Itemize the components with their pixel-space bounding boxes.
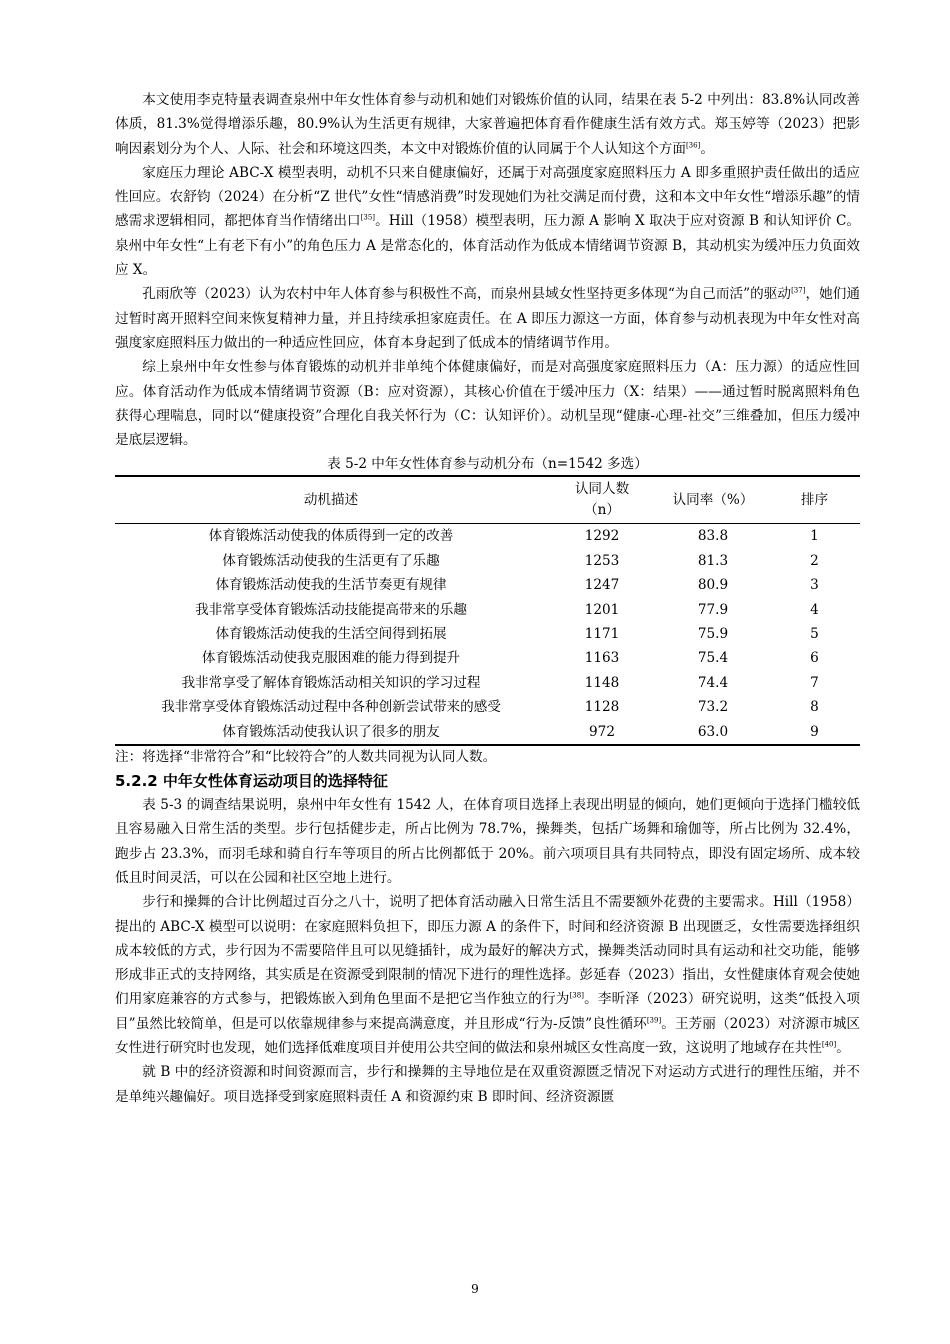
table-row: [115, 671, 860, 695]
cell-description: 我非常享受了解体育锻炼活动相关知识的学习过程: [181, 674, 481, 691]
paragraph: [115, 793, 860, 890]
paragraph-text: 家庭压力理论 ABC-X 模型表明，动机不只来自健康偏好，还属于对高强度家庭照料压力 A 即多重照护责任做出的适应性回应。农舒钧（2024）在分析“Z 世代”女性“情感消费”时发现她们为社交满足而付费，这和本文中年女性“增添乐趣”的情感需求逻辑相同，都把体育当作情绪出口: [115, 164, 860, 230]
paragraph-text: 本文使用李克特量表调查泉州中年女性体育参与动机和她们对锻炼价值的认同，结果在表 5-2 中列出：83.8%认同改善体质，81.3%觉得增添乐趣，80.9%认为生活更有规律，大家普遍把体育看作健康生活有效方式。郑玉婷等（2023）把影响因素划分为个人、人际、社会和环境这四类，本文中对锻炼价值的认同属于个人认知这个方面: [115, 92, 860, 157]
cell-rate: 75.9: [697, 626, 729, 643]
cell-count: 1128: [584, 699, 620, 716]
paragraph: [115, 282, 860, 355]
motivation-table: [115, 475, 860, 746]
page-body: [115, 88, 860, 1109]
paragraph-text: 。: [700, 140, 714, 157]
paragraph-text: 。Hill（1958）模型表明，压力源 A 影响 X 取决于应对资源 B 和认知评价 C。泉州中年女性“上有老下有小”的角色压力 A 是常态化的，体育活动作为低成本情绪调节资源 B，其动机实为缓冲压力负面效应 X。: [115, 213, 861, 279]
cell-rate: 74.4: [697, 674, 729, 691]
table-row: [115, 622, 860, 646]
cell-rank: 8: [810, 699, 819, 716]
paragraph: [115, 1060, 860, 1109]
cell-description: 体育锻炼活动使我的生活更有了乐趣: [222, 552, 440, 569]
cell-count: 1163: [584, 650, 620, 667]
paragraph-text: 步行和操舞的合计比例超过百分之八十，说明了把体育活动融入日常生活且不需要额外花费的主要需求。Hill（1958）提出的 ABC-X 模型可以说明：在家庭照料负担下，即压力源 A 的条件下，时间和经济资源 B 出现匮乏，女性需要选择组织成本较低的方式，步行因为不需要陪伴且可以见缝插针，成为最好的解决方式，操舞类活动同时具有运动和社交功能，能够形成非正式的支持网络，其实质是在资源受到限制的情况下进行的理性选择。彭延春（2023）指出，女性健康体育观会使她们用家庭兼容的方式参与，把锻炼嵌入到角色里面不是把它当作独立的行为: [115, 894, 860, 1008]
table-row: [115, 524, 860, 549]
cell-description: 体育锻炼活动使我的体质得到一定的改善: [208, 528, 454, 545]
cell-rate: 83.8: [697, 528, 729, 545]
table-caption: 表 5-2 中年女性体育参与动机分布（n=1542 多选）: [327, 456, 648, 473]
table-header-row: [115, 476, 860, 524]
table-row: [115, 598, 860, 622]
cell-rank: 3: [810, 577, 819, 594]
cell-rank: 1: [810, 528, 819, 545]
cell-rate: 73.2: [697, 699, 729, 716]
cell-rank: 6: [810, 650, 819, 667]
cell-rank: 2: [810, 552, 819, 569]
citation: [40]: [821, 1040, 837, 1049]
cell-count: 972: [589, 723, 615, 740]
header-count-line2: （n）: [584, 502, 620, 519]
paragraph-text: 孔雨欣等（2023）认为农村中年人体育参与积极性不高，而泉州县域女性坚持更多体现“为自己而活”的驱动: [142, 286, 792, 303]
citation: [37]: [791, 286, 806, 295]
cell-count: 1171: [584, 626, 620, 643]
paragraph: [115, 355, 860, 452]
cell-count: 1253: [584, 552, 620, 569]
cell-count: 1292: [584, 528, 620, 545]
section-heading: 5.2.2 中年女性体育运动项目的选择特征: [115, 772, 388, 791]
table-row: [115, 720, 860, 745]
table-row: [115, 695, 860, 719]
cell-description: 我非常享受体育锻炼活动技能提高带来的乐趣: [195, 601, 467, 618]
cell-description: 体育锻炼活动使我的生活空间得到拓展: [215, 626, 447, 643]
cell-rate: 81.3: [697, 552, 729, 569]
cell-description: 体育锻炼活动使我的生活节奏更有规律: [215, 577, 447, 594]
cell-rate: 80.9: [697, 577, 729, 594]
cell-rank: 5: [810, 626, 819, 643]
cell-description: 我非常享受体育锻炼活动过程中各种创新尝试带来的感受: [161, 699, 501, 716]
table-row: [115, 573, 860, 597]
paragraph-text: 。李昕泽（2023）研究说明，这类“低投入项目”虽然比较简单，但是可以依靠规律参与来提高满意度，并且形成“行为-反馈”良性循环: [115, 991, 861, 1032]
header-count-line1: 认同人数: [574, 481, 630, 498]
paragraph-text: 表 5-3 的调查结果说明，泉州中年女性有 1542 人，在体育项目选择上表现出明显的倾向，她们更倾向于选择门槛较低且容易融入日常生活的类型。步行包括健步走，所占比例为 78.7%，操舞类，包括广场舞和瑜伽等，所占比例为 32.4%，跑步占 23.3%，而羽毛球和骑自行车等项目的所占比例都低于 20%。前六项项目具有共同特点，即没有固定场所、成本较低且时间灵活，可以在公园和社区空地上进行。: [115, 797, 860, 886]
cell-rate: 77.9: [697, 601, 729, 618]
table-note: 注：将选择“非常符合”和“比较符合”的人数共同视为认同人数。: [115, 749, 497, 766]
cell-rank: 4: [810, 601, 819, 618]
cell-description: 体育锻炼活动使我认识了很多的朋友: [222, 723, 440, 740]
paragraph-text: 综上泉州中年女性参与体育锻炼的动机并非单纯个体健康偏好，而是对高强度家庭照料压力（A：压力源）的适应性回应。体育活动作为低成本情绪调节资源（B：应对资源），其核心价值在于缓冲压力（X：结果）——通过暂时脱离照料角色获得心理喘息，同时以“健康投资”合理化自我关怀行为（C：认知评价）。动机呈现“健康-心理-社交”三维叠加，但压力缓冲是底层逻辑。: [115, 359, 860, 449]
citation: [38]: [569, 991, 584, 1000]
header-count: [547, 476, 657, 524]
cell-count: 1148: [584, 674, 620, 691]
citation: [39]: [646, 1016, 662, 1025]
cell-rate: 75.4: [697, 650, 729, 667]
cell-rate: 63.0: [697, 723, 729, 740]
header-rank: 排序: [800, 491, 829, 508]
paragraph-text: 。: [836, 1040, 850, 1057]
table-row: [115, 549, 860, 573]
citation: [35]: [360, 213, 376, 222]
cell-rank: 7: [810, 674, 819, 691]
header-rate: 认同率（%）: [672, 491, 754, 508]
citation: [36]: [685, 141, 701, 150]
cell-count: 1247: [584, 577, 620, 594]
header-description: 动机描述: [303, 491, 359, 508]
paragraph: [115, 88, 860, 161]
cell-rank: 9: [810, 723, 819, 740]
paragraph-text: 就 B 中的经济资源和时间资源而言，步行和操舞的主导地位是在双重资源匮乏情况下对运动方式进行的理性压缩，并不是单纯兴趣偏好。项目选择受到家庭照料责任 A 和资源约束 B 即时间、经济资源匮: [115, 1064, 860, 1105]
table-row: [115, 646, 860, 670]
cell-description: 体育锻炼活动使我克服困难的能力得到提升: [201, 650, 461, 667]
paragraph: [115, 161, 860, 282]
cell-count: 1201: [584, 601, 620, 618]
paragraph-text: 。王芳丽（2023）对济源市城区女性进行研究时也发现，她们选择低难度项目并使用公共空间的做法和泉州城区女性高度一致，这说明了地域存在共性: [115, 1015, 860, 1057]
page-number: 9: [471, 1282, 479, 1296]
paragraph: [115, 890, 860, 1060]
paragraph-text: ，她们通过暂时离开照料空间来恢复精神力量，并且持续承担家庭责任。在 A 即压力源这一方面，体育参与动机表现为中年女性对高强度家庭照料压力做出的一种适应性回应，体育本身起到了低成本的情绪调节作用。: [115, 286, 861, 351]
